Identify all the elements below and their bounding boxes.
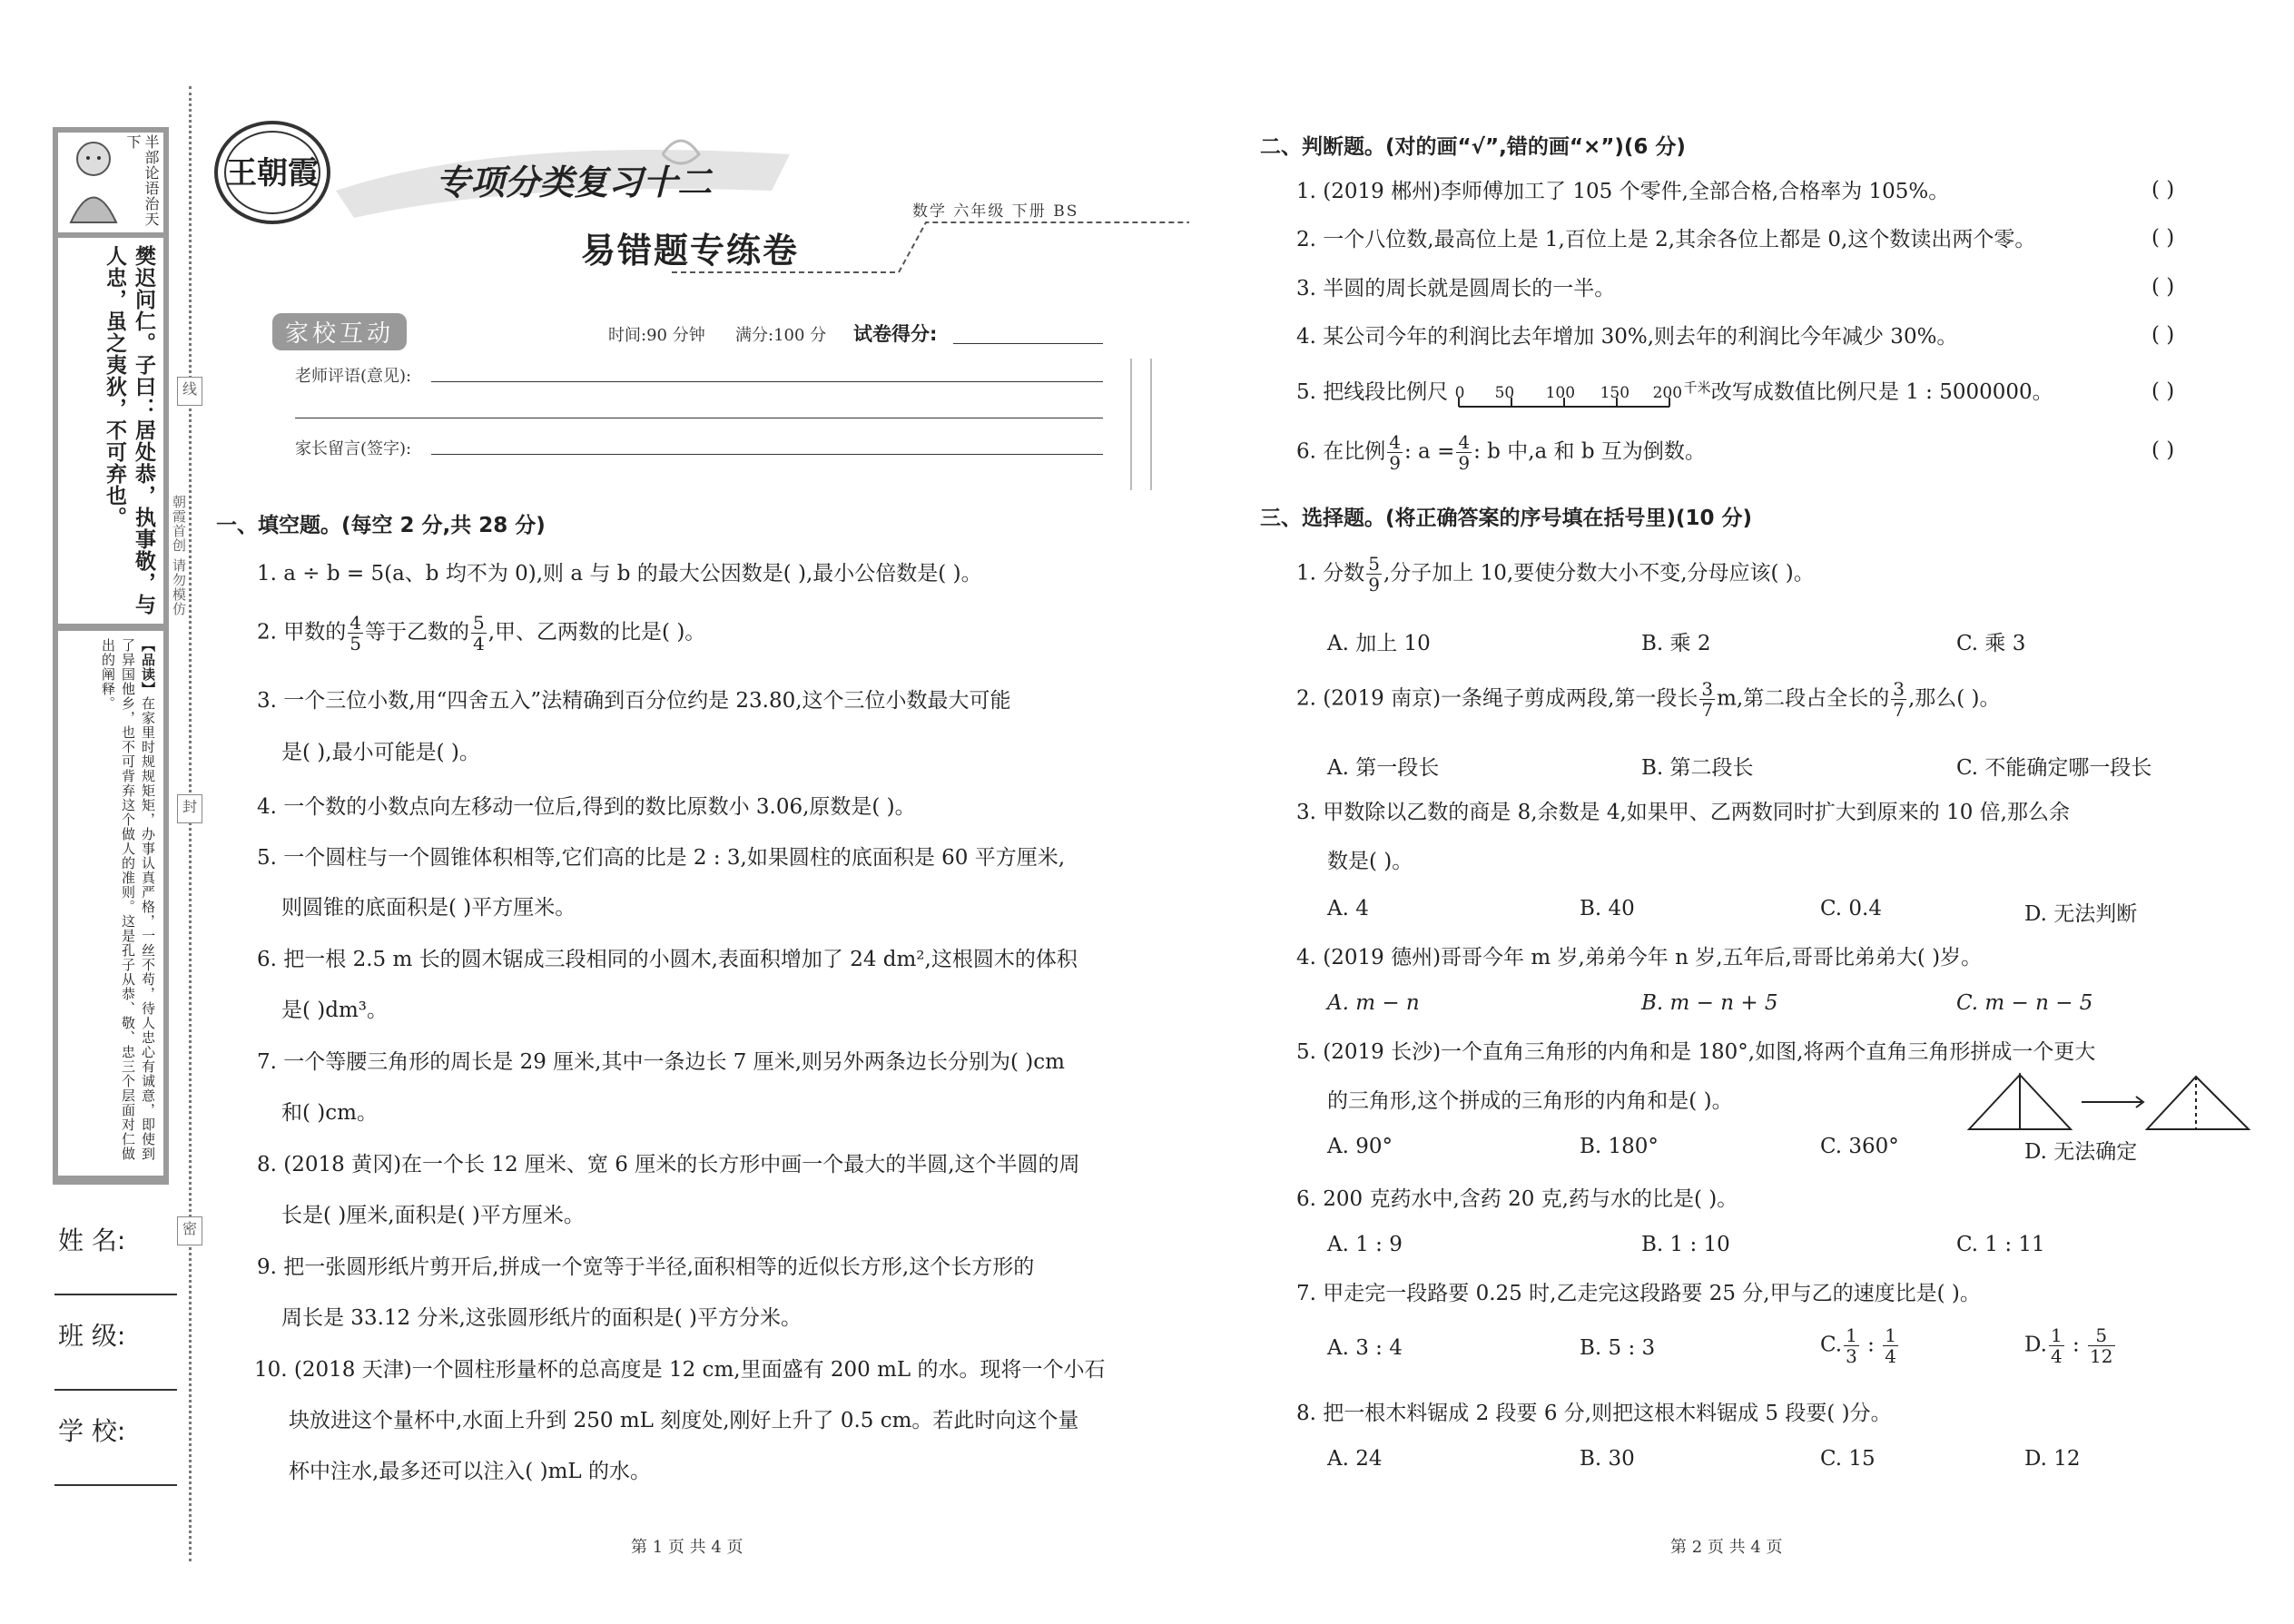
s3-q6-option-a[interactable]: A. 1 : 9 [1327,1233,1403,1256]
s1-q4: 4. 一个数的小数点向左移动一位后,得到的数比原数小 3.06,原数是( )。 [257,795,916,819]
s1-q2-part-b: 等于乙数的 [365,620,469,645]
s3-q3-option-b[interactable]: B. 40 [1580,897,1635,920]
section-3-title: 三、选择题。(将正确答案的序号填在括号里)(10 分) [1260,507,1753,530]
s1-q3-line2: 是( ),最小可能是( )。 [281,741,480,764]
s3-q8-option-a[interactable]: A. 24 [1327,1447,1383,1471]
confucius-quote: 樊迟问仁。子曰：居处恭，执事敬，与人忠，虽之夷狄，不可弃也。 [103,245,156,615]
reading-block [98,638,158,1169]
s3-q4-option-a[interactable]: A. m − n [1327,991,1420,1015]
s3-q7-option-d[interactable]: D. $\frac{1}{4}$ : $\frac{5}{12}$ [2024,1324,2113,1367]
s3-q1-option-a[interactable]: A. 加上 10 [1327,632,1431,655]
sidebar-logo-panel [58,133,163,232]
copyright-note: 朝霞首创 请勿模仿 [171,495,187,616]
cut-line [189,86,192,1561]
s3-q2-part-a: 2. (2019 南京)一条绳子剪成两段,第一段长 [1296,686,1698,711]
quote-panel [58,238,163,624]
fraction [2049,1325,2064,1366]
parent-comment-label: 家长留言(签字): [295,439,412,458]
fraction [1844,1325,1859,1366]
subject-tag: 数学 六年级 下册 BS [912,202,1079,221]
s3-q3-line2: 数是( )。 [1327,850,1413,873]
page-2-footer: 第 2 页 共 4 页 [1670,1538,1783,1557]
numerator: 1 [1846,1324,1857,1346]
score-label: 试卷得分: [853,323,938,345]
s3-q8-option-c[interactable]: C. 15 [1820,1447,1876,1471]
s1-q10-line3: 杯中注水,最多还可以注入( )mL 的水。 [289,1460,651,1483]
s2-q6 [1296,432,1706,473]
logo-text: 王朝霞 [226,155,319,192]
s1-q8-line2: 长是( )厘米,面积是( )平方厘米。 [281,1204,585,1227]
school-label: 学 校: [58,1416,126,1446]
s2-q6-part-c: : b 中,a 和 b 互为倒数。 [1473,439,1706,464]
s1-q2-part-c: ,甲、乙两数的比是( )。 [487,620,706,645]
s2-q3-answer[interactable]: ( ) [2151,275,2175,299]
denominator: 4 [2050,1345,2063,1367]
s3-q1-option-c[interactable]: C. 乘 3 [1956,632,2026,655]
s3-q5-option-c[interactable]: C. 360° [1820,1135,1899,1158]
s2-q1-answer[interactable]: ( ) [2151,178,2175,202]
numerator: 3 [1701,678,1714,700]
s2-q2-answer[interactable]: ( ) [2151,226,2175,250]
numerator: 3 [1893,678,1905,700]
s3-q8-option-d[interactable]: D. 12 [2024,1447,2081,1471]
s1-q10-line1: 10. (2018 天津)一个圆柱形量杯的总高度是 12 cm,里面盛有 200 mL 的水。现将一个小石 [254,1358,1106,1382]
header-deco-bars [1130,359,1152,490]
s2-q2: 2. 一个八位数,最高位上是 1,百位上是 2,其余各位上都是 0,这个数读出两个零。 [1296,228,2036,251]
s1-q6-line1: 6. 把一根 2.5 m 长的圆木锯成三段相同的小圆木,表面积增加了 24 dm²,这根圆木的体积 [257,948,1078,971]
s1-q2-part-a: 2. 甲数的 [257,620,347,645]
s3-q7-option-a[interactable]: A. 3 : 4 [1327,1336,1403,1360]
s1-q8-line1: 8. (2018 黄冈)在一个长 12 厘米、宽 6 厘米的长方形中画一个最大的半圆,这个半圆的周 [257,1153,1080,1176]
denominator: 5 [350,633,361,655]
s2-q6-answer[interactable]: ( ) [2151,438,2175,462]
teacher-comment-label: 老师评语(意见): [295,367,412,386]
s3-q7-option-c[interactable]: C. $\frac{1}{3}$ : $\frac{1}{4}$ [1820,1324,1896,1367]
s3-q3-line1: 3. 甲数除以乙数的商是 8,余数是 4,如果甲、乙两数同时扩大到原来的 10 倍,那么余 [1296,801,2070,824]
s3-q4-option-c[interactable]: C. m − n − 5 [1956,991,2093,1015]
time-label: 时间:90 分钟 [608,326,705,345]
s2-q5 [1296,377,2053,408]
s3-q6-option-b[interactable]: B. 1 : 10 [1641,1233,1730,1256]
s2-q4: 4. 某公司今年的利润比去年增加 30%,则去年的利润比今年减少 30%。 [1296,325,1958,349]
s3-q5-option-a[interactable]: A. 90° [1327,1135,1393,1158]
parent-comment-line[interactable] [431,454,1103,455]
s3-q2-option-a[interactable]: A. 第一段长 [1327,756,1440,780]
section-2-title: 二、判断题。(对的画“√”,错的画“×”)(6 分) [1260,135,1686,159]
s3-q3-option-c[interactable]: C. 0.4 [1820,897,1882,920]
denominator: 3 [1846,1345,1857,1367]
cut-mark-3: 密 [177,1216,202,1245]
s1-q7-line2: 和( )cm。 [281,1101,378,1125]
s2-q4-answer[interactable]: ( ) [2151,323,2175,347]
numerator: 1 [2050,1324,2063,1346]
s3-q6-option-c[interactable]: C. 1 : 11 [1956,1233,2045,1256]
fraction [1456,432,1472,473]
s3-q4: 4. (2019 德州)哥哥今年 m 岁,弟弟今年 n 岁,五年后,哥哥比弟弟大( )岁。 [1296,946,1983,969]
fraction [1883,1325,1898,1366]
scale-tick-label: 0 [1454,384,1465,402]
fraction [2088,1325,2114,1366]
fraction [1891,679,1906,720]
fraction [1699,679,1715,720]
class-label: 班 级: [58,1321,126,1351]
full-score-label: 满分:100 分 [735,326,827,345]
option-letter: C. [1820,1333,1843,1357]
scale-tick-label: 100 [1545,384,1576,402]
page-1-footer: 第 1 页 共 4 页 [631,1538,743,1557]
s3-q5-option-d[interactable]: D. 无法确定 [2024,1140,2138,1164]
denominator: 9 [1458,452,1471,474]
numerator: 5 [2088,1325,2114,1346]
scale-tick-label: 150 [1600,384,1630,402]
s2-q3: 3. 半圆的周长就是圆周长的一半。 [1296,277,1616,300]
home-school-badge: 家校互动 [272,313,407,350]
triangles-figure [1965,1069,2256,1133]
s3-q1-part-b: ,分子加上 10,要使分数大小不变,分母应该( )。 [1383,561,1815,586]
reading-label: 【品读】 [140,638,156,696]
denominator: 12 [2090,1345,2113,1367]
s3-q4-option-b[interactable]: B. m − n + 5 [1641,991,1778,1015]
s1-q1: 1. a ÷ b = 5(a、b 均不为 0),则 a 与 b 的最大公因数是( ),最小公倍数是( )。 [257,562,982,586]
fraction [1387,432,1403,473]
s3-q2-option-c[interactable]: C. 不能确定哪一段长 [1956,756,2152,780]
s2-q1: 1. (2019 郴州)李师傅加工了 105 个零件,全部合格,合格率为 105%。 [1296,180,1950,203]
s1-q5-line1: 5. 一个圆柱与一个圆锥体积相等,它们高的比是 2 : 3,如果圆柱的底面积是 60 平方厘米, [257,846,1066,870]
numerator: 4 [350,612,361,634]
numerator: 1 [1885,1324,1896,1346]
s3-q5-line2: 的三角形,这个拼成的三角形的内角和是( )。 [1327,1089,1733,1113]
scale-tick-label: 50 [1494,384,1515,402]
sidebar-strip [53,127,169,1185]
score-field[interactable] [953,343,1103,344]
denominator: 9 [1389,452,1401,474]
s2-q5-answer[interactable]: ( ) [2151,379,2175,403]
fraction [471,613,487,654]
s3-q6: 6. 200 克药水中,含药 20 克,药与水的比是( )。 [1296,1187,1738,1211]
school-field[interactable] [54,1484,177,1486]
s1-q6-line2: 是( )dm³。 [281,999,389,1022]
page-title: 易错题专练卷 [581,231,800,271]
motto-title: 半部论语治天下 [124,134,160,227]
denominator: 4 [1885,1345,1896,1367]
cut-mark-2: 封 [177,794,202,823]
s3-q1-part-a: 1. 分数 [1296,561,1365,586]
fraction [1366,554,1382,595]
banner-title: 专项分类复习十二 [436,162,713,202]
s2-q6-part-a: 6. 在比例 [1296,439,1386,464]
numerator: 5 [1368,553,1380,575]
numerator: 4 [1389,431,1401,453]
title-dash-decoration [626,204,1189,286]
section-1-title: 一、填空题。(每空 2 分,共 28 分) [216,514,546,537]
s2-q6-part-b: : a = [1404,439,1455,464]
s3-q5-line1: 5. (2019 长沙)一个直角三角形的内角和是 180°,如图,将两个直角三角形拼成一个更大 [1296,1040,2096,1064]
numerator: 4 [1458,431,1471,453]
s3-q5-option-b[interactable]: B. 180° [1580,1135,1659,1158]
scale-tick-label: 200 [1652,384,1683,402]
s1-q2 [257,613,705,654]
s3-q7-option-b[interactable]: B. 5 : 3 [1580,1336,1656,1360]
s3-q3-option-a[interactable]: A. 4 [1327,897,1369,920]
s3-q2 [1296,679,2001,720]
name-field[interactable] [54,1294,177,1295]
s1-q9-line2: 周长是 33.12 分米,这张圆形纸片的面积是( )平方分米。 [281,1306,802,1330]
scale-ruler [1455,396,1682,408]
denominator: 7 [1893,699,1905,721]
s3-q1-option-b[interactable]: B. 乘 2 [1641,632,1711,655]
s3-q8-option-b[interactable]: B. 30 [1580,1447,1635,1471]
reading-panel [58,631,163,1176]
confucius-icon [62,136,125,227]
cut-mark-1: 线 [177,377,202,406]
name-label: 姓 名: [58,1225,126,1255]
s3-q2-option-b[interactable]: B. 第二段长 [1641,756,1754,780]
logo-icon [209,118,350,227]
s3-q2-part-c: ,那么( )。 [1907,686,2001,711]
numerator: 5 [473,612,485,634]
s3-q2-part-b: m,第二段占全长的 [1717,686,1890,711]
s3-q7: 7. 甲走完一段路要 0.25 时,乙走完这段路要 25 分,甲与乙的速度比是( )。 [1296,1282,1981,1305]
denominator: 4 [473,633,485,655]
s3-q3-option-d[interactable]: D. 无法判断 [2024,902,2138,926]
s1-q7-line1: 7. 一个等腰三角形的周长是 29 厘米,其中一条边长 7 厘米,则另外两条边长分别为( )cm [257,1050,1065,1074]
s3-q8: 8. 把一根木料锯成 2 段要 6 分,则把这根木料锯成 5 段要( )分。 [1296,1402,1892,1425]
s1-q3-line1: 3. 一个三位小数,用“四舍五入”法精确到百分位约是 23.80,这个三位小数最大可能 [257,689,1011,713]
teacher-comment-line-1[interactable] [431,381,1103,382]
reading-text: 在家里时规规矩矩，办事认真严格，一丝不苟，待人忠心有诚意，即使到了异国他乡，也不可背弃这个做人的准则。这是孔子从恭、敬、忠三个层面对仁做出的阐释。 [100,638,156,1161]
scale-bar [1454,378,1711,408]
denominator: 7 [1701,699,1714,721]
option-letter: D. [2024,1333,2047,1357]
class-field[interactable] [54,1389,177,1391]
s2-q5-part-a: 5. 把线段比例尺 [1296,380,1449,404]
s1-q10-line2: 块放进这个量杯中,水面上升到 250 mL 刻度处,刚好上升了 0.5 cm。若此时向这个量 [289,1409,1079,1432]
s3-q1 [1296,554,1815,595]
s2-q5-part-b: 改写成数值比例尺是 1 : 5000000。 [1710,380,2053,404]
s1-q5-line2: 则圆锥的底面积是( )平方厘米。 [281,896,576,920]
fraction [348,613,363,654]
s1-q9-line1: 9. 把一张圆形纸片剪开后,拼成一个宽等于半径,面积相等的近似长方形,这个长方形的 [257,1255,1035,1279]
scale-unit: 千米 [1683,379,1711,396]
denominator: 9 [1368,574,1380,595]
